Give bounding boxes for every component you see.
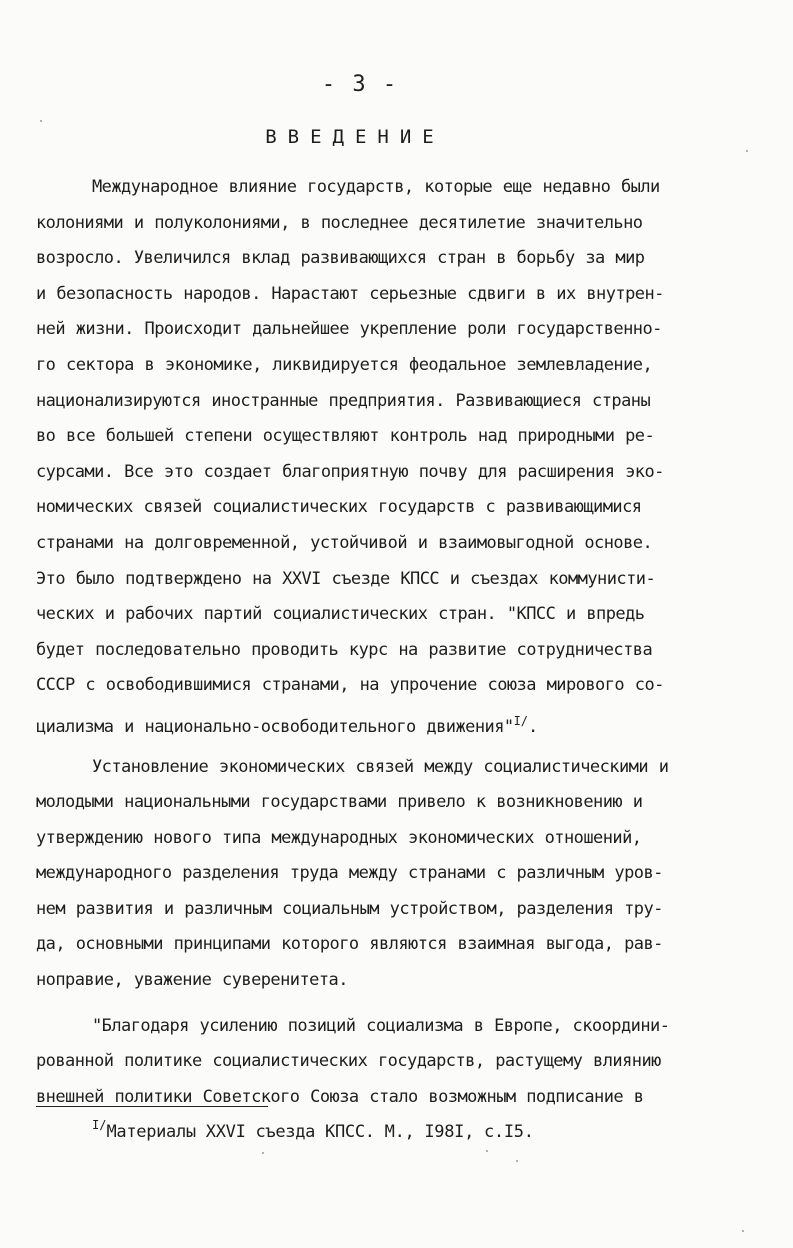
scan-speck xyxy=(516,1160,518,1162)
body-text xyxy=(36,170,752,1115)
section-heading: ВВЕДЕНИЕ xyxy=(265,126,445,148)
text-line: Международное влияние государств, которые еще недавно были xyxy=(92,177,660,197)
text-line: ноправие, уважение суверенитета. xyxy=(36,970,348,991)
scan-speck xyxy=(746,150,748,152)
text-line-with-footnote xyxy=(36,704,752,740)
paragraph-2 xyxy=(36,750,752,999)
footnote-text: Материалы XXVI съезда КПСС. М., I98I, с.I5. xyxy=(106,1122,534,1142)
scan-speck xyxy=(742,1230,744,1232)
text-line: и безопасность народов. Нарастают серьезные сдвиги в их внутрен- xyxy=(36,283,664,304)
text-line: рованной политике социалистических государств, растущему влиянию xyxy=(36,1051,661,1072)
text-line: молодыми национальными государствами привело к возникновению и xyxy=(36,792,643,813)
text-line: странами на долговременной, устойчивой и взаимовыгодной основе. xyxy=(36,532,653,553)
footnote xyxy=(92,1118,534,1142)
text-line: утверждению нового типа международных экономических отношений, xyxy=(36,827,642,848)
text-line: колониями и полуколониями, в последнее десятилетие значительно xyxy=(36,212,643,233)
text-line: будет последовательно проводить курс на развитие сотрудничества xyxy=(36,639,653,660)
text-line: ней жизни. Происходит дальнейшее укрепление роли государственно- xyxy=(36,319,662,340)
scan-speck xyxy=(486,1150,488,1152)
page-number: - 3 - xyxy=(321,72,399,97)
sentence-end: . xyxy=(528,716,538,737)
footnote-divider xyxy=(36,1106,268,1107)
footnote-marker: I/ xyxy=(92,1118,107,1132)
text-line: номических связей социалистических государств с развивающимися xyxy=(36,497,642,518)
text-line: Установление экономических связей между социалистическими и xyxy=(92,756,669,777)
text-line: внешней политики Советского Союза стало возможным подписание в xyxy=(36,1086,644,1107)
text-line: Это было подтверждено на XXVI съезде КПСС и съездах коммунисти- xyxy=(36,568,656,589)
text-line: нем развития и различным социальным устройством, разделения тру- xyxy=(36,898,663,919)
text-line: циализма и национально-освободительного движения" xyxy=(36,716,514,737)
scan-speck xyxy=(40,120,42,122)
paragraph-3 xyxy=(36,1009,752,1116)
text-line: сурсами. Все это создает благоприятную почву для расширения эко- xyxy=(36,461,664,482)
text-line: национализируются иностранные предприятия. Развивающиеся страны xyxy=(36,390,651,411)
footnote-reference: I/ xyxy=(513,713,529,728)
scan-speck xyxy=(262,1152,264,1154)
text-line: СССР с освободившимися странами, на упрочение союза мирового со- xyxy=(36,675,664,696)
text-line: возросло. Увеличился вклад развивающихся стран в борьбу за мир xyxy=(36,248,645,269)
text-line: да, основными принципами которого являются взаимная выгода, рав- xyxy=(36,934,663,955)
text-line: во все большей степени осуществляют контроль над природными ре- xyxy=(36,426,655,447)
text-line: международного разделения труда между странами с различным уров- xyxy=(36,863,663,884)
text-line: го сектора в экономике, ликвидируется феодальное землевладение, xyxy=(36,354,653,375)
text-line: "Благодаря усилению позиций социализма в Европе, скоордини- xyxy=(92,1015,670,1036)
text-line: ческих и рабочих партий социалистических стран. "КПСС и впредь xyxy=(36,604,645,625)
paragraph-1 xyxy=(36,170,752,740)
